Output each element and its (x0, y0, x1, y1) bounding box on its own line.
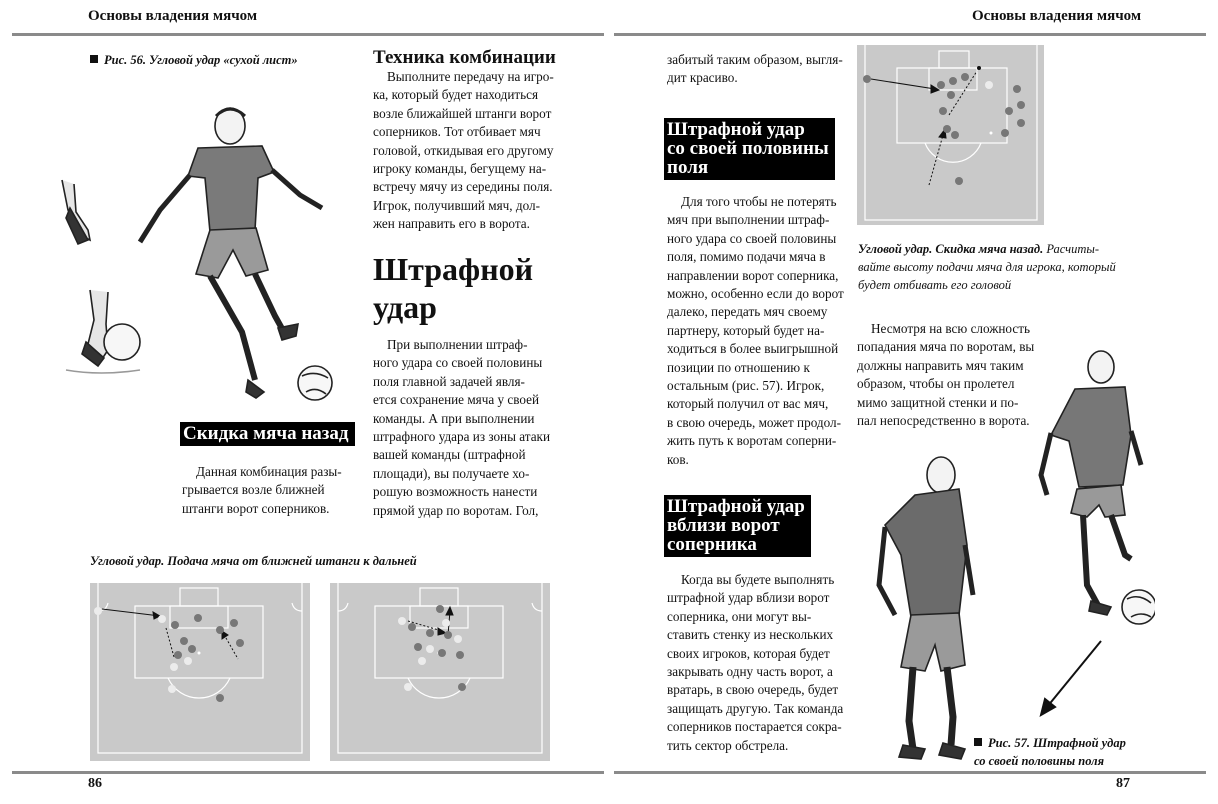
text-line: Выполните передачу на игро- (387, 69, 554, 84)
text-line: в свою очередь, может продол- (667, 414, 842, 430)
text-line: закрывать одну часть ворот, а (667, 664, 833, 680)
text-line: дит красиво. (667, 70, 738, 86)
figure56-illustration (50, 80, 360, 410)
text-line: Когда вы будете выполнять (681, 572, 835, 587)
freekick-heading-line: Штрафной (373, 251, 534, 287)
figure56-caption (90, 51, 298, 69)
bullet-square-icon (974, 738, 982, 746)
figure56-caption-text: Рис. 56. Угловой удар «сухой лист» (104, 53, 298, 67)
text-line: защищать другую. Так команда (667, 700, 844, 716)
text-line: который получил от вас мяч, (667, 396, 829, 412)
intro-paragraph (667, 51, 847, 88)
text-line: попадания мяча по воротам, вы (857, 339, 1035, 355)
bullet-square-icon (90, 55, 98, 63)
figure57-caption-line: со своей половины поля (974, 754, 1105, 768)
right-running-head: Основы владения мячом (972, 8, 1142, 24)
text-line: ного удара со своей половины (667, 230, 837, 246)
text-line: своих игроков, которая будет (667, 645, 830, 661)
heading-line: Штрафной удар (667, 496, 805, 517)
heading-line: поля (667, 157, 709, 178)
heading-line: соперника (667, 534, 757, 555)
text-line: встречу мячу из середины поля. (373, 179, 553, 195)
text-line: штрафной удар вблизи ворот (667, 590, 830, 606)
caption-text: Расчиты- (1046, 242, 1100, 256)
text-line: соперника, они могут вы- (667, 608, 812, 624)
text-line: штанги ворот соперников. (182, 500, 330, 516)
text-line: площади), вы получаете хо- (373, 465, 530, 481)
text-line: рошую возможность нанести (373, 484, 538, 500)
right-page-number: 87 (1116, 776, 1130, 791)
text-line: Данная комбинация разы- (196, 464, 342, 479)
text-line: вашей команды (штрафной (373, 447, 526, 463)
figure57-caption (974, 734, 1174, 770)
text-line: вратарь, в свою очередь, будет (667, 682, 839, 698)
left-header-rule (12, 33, 604, 36)
knockback-heading: Скидка мяча назад (180, 422, 355, 446)
text-line: соперников постарается сокра- (667, 719, 842, 735)
near-goal-paragraph (667, 571, 857, 755)
text-line: мимо защитной стенки и по- (857, 394, 1019, 410)
text-line: забитый таким образом, выгля- (667, 52, 843, 67)
text-line: пал непосредственно в ворота. (857, 413, 1030, 429)
text-line: соперников. Тот отбивает мяч (373, 124, 541, 140)
right-footer-rule (614, 771, 1206, 774)
text-line: игроку команды, бегущему на- (373, 161, 547, 177)
text-line: ка, который будет находиться (373, 87, 539, 103)
left-page-number: 86 (88, 776, 102, 791)
heading-line: со своей половины (667, 138, 829, 159)
text-line: направлении ворот соперника, (667, 267, 839, 283)
player-markers (94, 607, 244, 702)
left-running-head: Основы владения мячом (88, 8, 258, 24)
text-line: поля главной задачей явля- (373, 373, 525, 389)
text-line: грывается возле ближней (182, 482, 325, 498)
text-line: штрафного удара из зоны атаки (373, 429, 551, 445)
knockback-diagram-caption (858, 240, 1168, 294)
text-line: далеко, передать мяч своему (667, 304, 828, 320)
text-line: можно, особенно если до ворот (667, 286, 844, 302)
text-line: жить путь к воротам соперни- (667, 433, 837, 449)
text-line: позиции по отношению к (667, 359, 810, 375)
left-footer-rule (12, 771, 604, 774)
corner-diagram-knockback (857, 45, 1044, 225)
text-line: головой, откидывая его другому (373, 142, 554, 158)
text-line: Для того чтобы не потерять (681, 194, 837, 209)
figure57-caption-line (974, 734, 1174, 752)
tech-paragraph (373, 68, 563, 234)
text-line: При выполнении штраф- (387, 337, 528, 352)
text-line: ков. (667, 451, 689, 467)
heading-line: Штрафной удар (667, 119, 805, 140)
freekick-heading (373, 250, 533, 326)
text-line: партнеру, который будет на- (667, 322, 825, 338)
right-header-rule (614, 33, 1206, 36)
own-half-heading (664, 118, 835, 180)
freekick-heading-line: удар (373, 289, 437, 325)
text-line: Игрок, получивший мяч, дол- (373, 197, 540, 213)
text-line: ходиться в более выигрышной (667, 341, 839, 357)
freekick-paragraph (373, 336, 573, 520)
text-line: поля, помимо подачи мяча в (667, 249, 826, 265)
caption-text: будет отбивать его головой (858, 278, 1012, 292)
heading-line: вблизи ворот (667, 515, 780, 536)
text-line: образом, чтобы он пролетел (857, 376, 1015, 392)
figure57-illustration (855, 345, 1155, 770)
near-goal-heading (664, 495, 811, 557)
knockback-paragraph (182, 463, 362, 518)
text-line: прямой удар по воротам. Гол, (373, 502, 539, 518)
text-line: мяч при выполнении штраф- (667, 212, 830, 228)
corner-diagram-near-post (90, 583, 310, 761)
corner-diagram-far-post (330, 583, 550, 761)
text-line: Несмотря на всю сложность (871, 321, 1030, 336)
text-line: команды. А при выполнении (373, 410, 535, 426)
text-line: остальным (рис. 57). Игрок, (667, 378, 825, 394)
text-line: ставить стенку из нескольких (667, 627, 834, 643)
text-line: жен направить его в ворота. (373, 216, 530, 232)
text-line: ного удара со своей половины (373, 355, 543, 371)
caption-text: Рис. 57. Штрафной удар (988, 736, 1126, 750)
text-line: ется сохранение мяча у своей (373, 392, 540, 408)
diagrams-caption: Угловой удар. Подача мяча от ближней штанги к дальней (90, 554, 417, 568)
tech-heading: Техника комбинации (373, 47, 556, 68)
caption-text: вайте высоту подачи мяча для игрока, который (858, 260, 1116, 274)
own-half-paragraph (667, 193, 857, 469)
caption-bold: Угловой удар. Скидка мяча назад. (858, 242, 1044, 256)
text-line: тить сектор обстрела. (667, 737, 789, 753)
text-line: возле ближайшей штанги ворот (373, 105, 552, 121)
text-line: должны направить мяч таким (857, 357, 1024, 373)
